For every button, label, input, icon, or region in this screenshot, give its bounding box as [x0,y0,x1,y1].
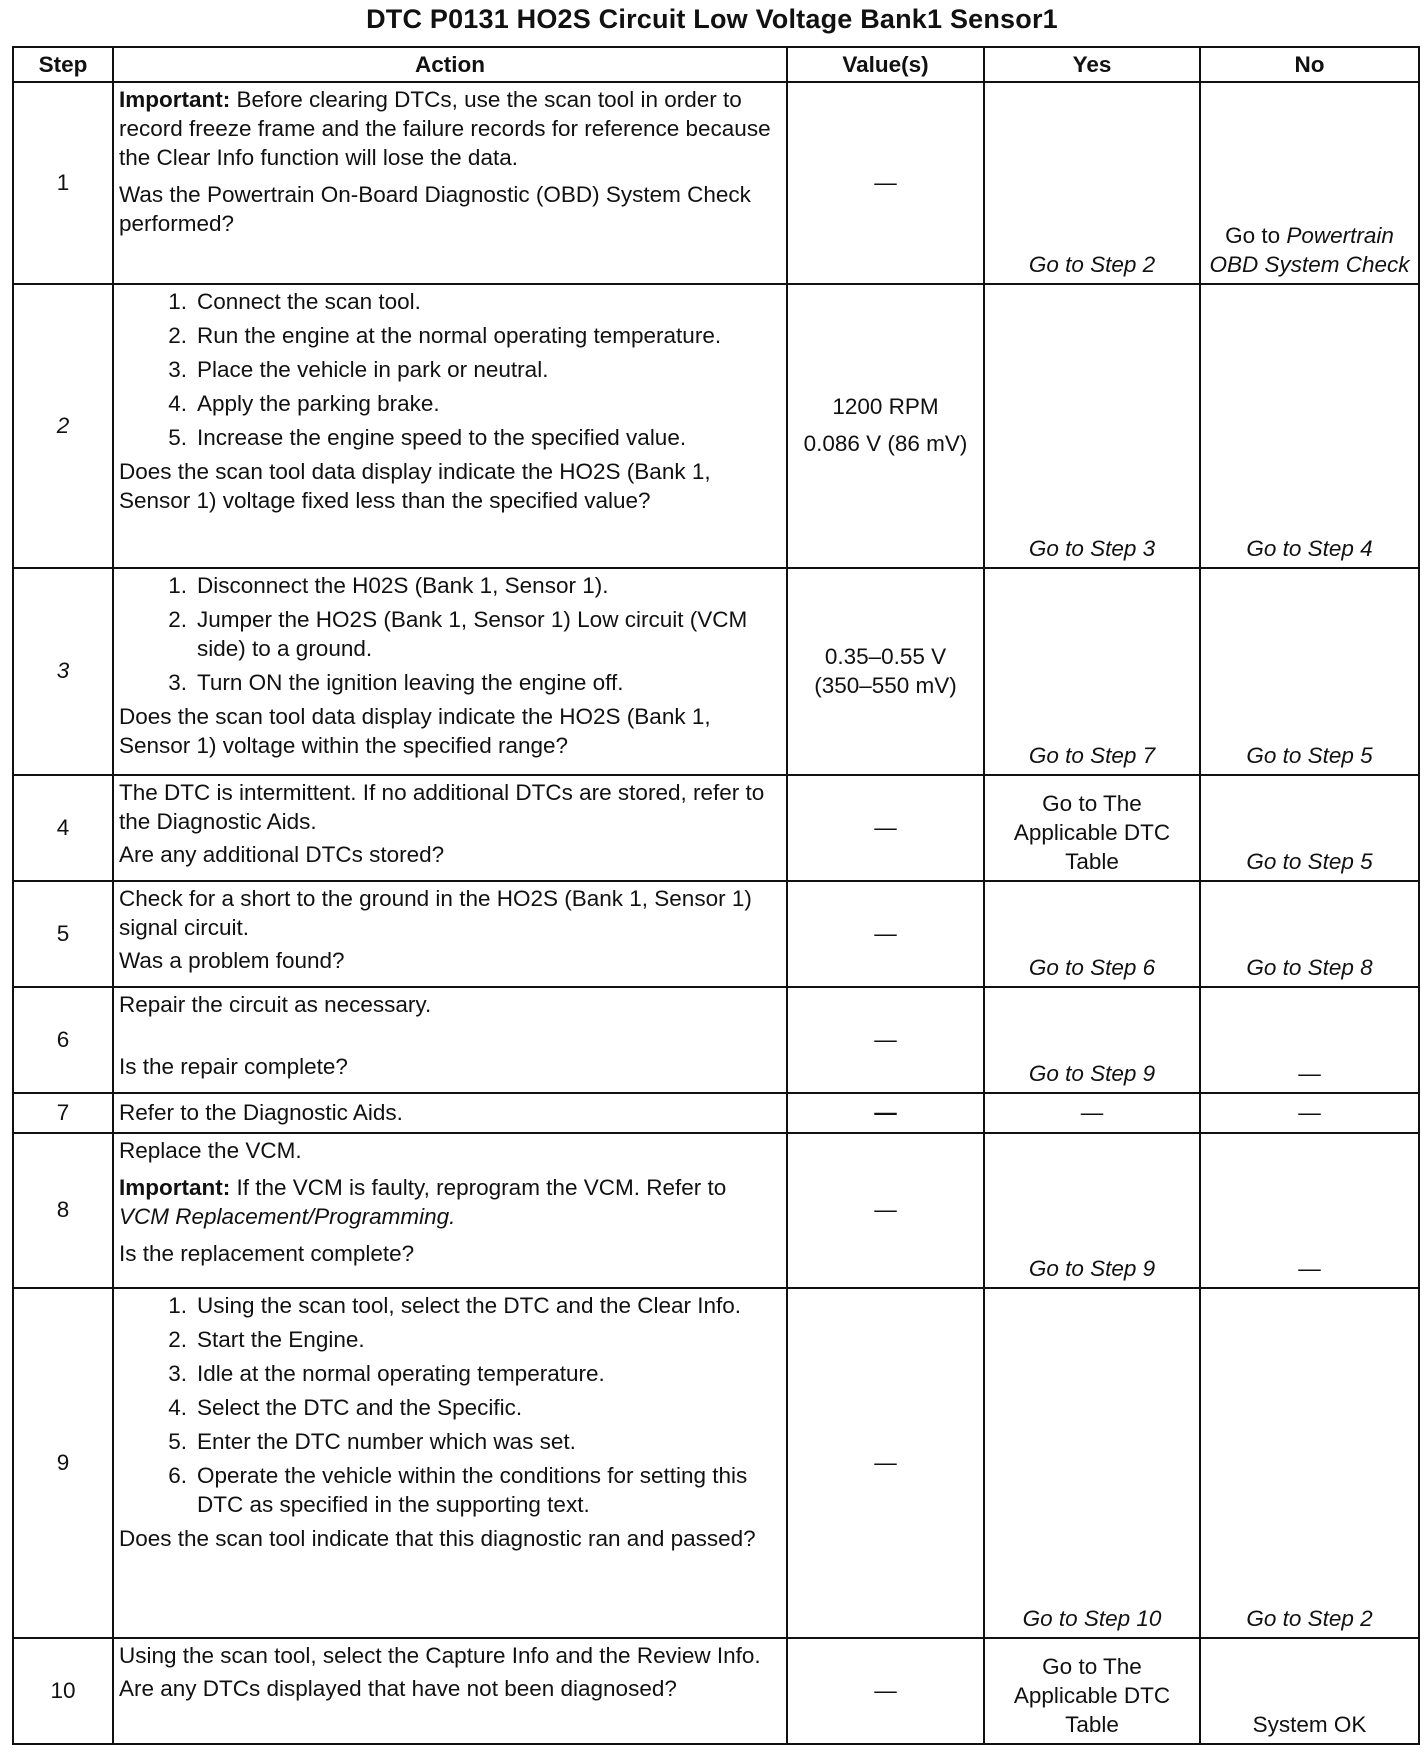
important-label: Important: [119,1175,231,1200]
important-text: Before clearing DTCs, use the scan tool in order to record freeze frame and the failure records for reference because the Clear Info function will lose the data. [119,87,771,170]
yes-cell: Go to The Applicable DTC Table [984,1638,1200,1744]
value-cell: — [787,775,984,881]
no-cell: Go to Step 5 [1200,775,1419,881]
procedure-list [119,287,781,452]
table-row [13,82,1419,284]
action-text: Check for a short to the ground in the HO2S (Bank 1, Sensor 1) signal circuit. [119,886,752,940]
header-row [13,47,1419,82]
action-cell [113,1133,787,1288]
no-cell: Go to Step 4 [1200,284,1419,568]
step-number: 1 [13,82,113,284]
header-values: Value(s) [787,47,984,82]
list-item: 3. Turn ON the ignition leaving the engine off. [168,670,624,695]
value-cell: — [787,1638,984,1744]
action-cell [113,775,787,881]
action-cell [113,284,787,568]
yes-cell: — [984,1093,1200,1133]
yes-cell: Go to Step 2 [984,82,1200,284]
list-item: 1. Using the scan tool, select the DTC and the Clear Info. [168,1293,742,1318]
question: Are any additional DTCs stored? [119,842,445,867]
table-row [13,284,1419,568]
yes-cell: Go to Step 7 [984,568,1200,775]
no-cell: — [1200,987,1419,1093]
question: Was a problem found? [119,948,345,973]
question: Are any DTCs displayed that have not been diagnosed? [119,1676,677,1701]
action-text: Repair the circuit as necessary. [119,992,432,1017]
page-title: DTC P0131 HO2S Circuit Low Voltage Bank1 Sensor1 [366,4,1058,34]
value-cell: — [787,1093,984,1133]
table-row [13,1133,1419,1288]
no-cell: Go to Step 8 [1200,881,1419,987]
value-line: 0.086 V (86 mV) [803,431,968,456]
list-item: 5. Enter the DTC number which was set. [168,1429,576,1454]
action-cell [113,881,787,987]
action-text: The DTC is intermittent. If no additional DTCs are stored, refer to the Diagnostic Aids. [119,780,765,834]
header-yes: Yes [984,47,1200,82]
question: Is the replacement complete? [119,1241,415,1266]
value-cell [787,568,984,775]
procedure-list [119,1291,781,1519]
yes-cell: Go to Step 9 [984,987,1200,1093]
step-number: 9 [13,1288,113,1638]
yes-cell: Go to The Applicable DTC Table [984,775,1200,881]
list-item: 3. Place the vehicle in park or neutral. [168,357,549,382]
action-cell [113,568,787,775]
list-item: 2. Jumper the HO2S (Bank 1, Sensor 1) Low circuit (VCM side) to a ground. [168,607,748,661]
question: Was the Powertrain On-Board Diagnostic (OBD) System Check performed? [119,182,751,236]
question: Does the scan tool indicate that this diagnostic ran and passed? [119,1526,756,1551]
action-cell [113,82,787,284]
list-item: 5. Increase the engine speed to the specified value. [168,425,687,450]
value-cell [787,284,984,568]
procedure-list [119,571,781,697]
step-number: 3 [13,568,113,775]
action-text: Using the scan tool, select the Capture Info and the Review Info. [119,1643,761,1668]
no-prefix: Go to [1225,223,1287,248]
yes-cell: Go to Step 10 [984,1288,1200,1638]
action-cell [113,1638,787,1744]
action-text: Refer to the Diagnostic Aids. [119,1099,403,1125]
action-text: Replace the VCM. [119,1138,302,1163]
table-row [13,775,1419,881]
value-cell: — [787,1288,984,1638]
important-text: If the VCM is faulty, reprogram the VCM. Refer to [230,1175,727,1200]
yes-cell: Go to Step 9 [984,1133,1200,1288]
diagnostic-table [12,46,1420,1745]
list-item: 1. Disconnect the H02S (Bank 1, Sensor 1). [168,573,609,598]
step-number: 2 [13,284,113,568]
important-note [119,1173,781,1231]
value-cell: — [787,987,984,1093]
list-item: 4. Apply the parking brake. [168,391,440,416]
no-cell: System OK [1200,1638,1419,1744]
list-item: 3. Idle at the normal operating temperature. [168,1361,605,1386]
no-cell: — [1200,1093,1419,1133]
list-item: 6. Operate the vehicle within the conditions for setting this DTC as specified in the supporting text. [168,1463,748,1517]
action-cell [113,1093,787,1133]
step-number: 5 [13,881,113,987]
reference-link-text: VCM Replacement/Programming. [119,1204,456,1229]
question: Does the scan tool data display indicate the HO2S (Bank 1, Sensor 1) voltage fixed less than the specified value? [119,459,711,513]
table-row [13,1093,1419,1133]
no-cell [1200,82,1419,284]
important-note [119,85,781,172]
header-step: Step [13,47,113,82]
value-cell: — [787,1133,984,1288]
no-em-text: Powertrain OBD System Check [1209,223,1410,277]
yes-cell: Go to Step 6 [984,881,1200,987]
list-item: 4. Select the DTC and the Specific. [168,1395,523,1420]
list-item: 1. Connect the scan tool. [168,289,421,314]
table-row [13,987,1419,1093]
step-number: 8 [13,1133,113,1288]
value-line: 0.35–0.55 V [824,643,947,669]
no-cell: Go to Step 2 [1200,1288,1419,1638]
question: Does the scan tool data display indicate the HO2S (Bank 1, Sensor 1) voltage within the specified range? [119,704,711,758]
list-item: 2. Run the engine at the normal operating temperature. [168,323,722,348]
action-cell [113,987,787,1093]
list-item: 2. Start the Engine. [168,1327,365,1352]
yes-cell: Go to Step 3 [984,284,1200,568]
value-line: (350–550 mV) [814,672,957,698]
table-row [13,1638,1419,1744]
header-action: Action [113,47,787,82]
value-cell: — [787,881,984,987]
step-number: 6 [13,987,113,1093]
table-row [13,568,1419,775]
table-row [13,1288,1419,1638]
step-number: 7 [13,1093,113,1133]
value-line: 1200 RPM [832,394,939,419]
table-row [13,881,1419,987]
no-cell: Go to Step 5 [1200,568,1419,775]
value-cell: — [787,82,984,284]
no-cell: — [1200,1133,1419,1288]
important-label: Important: [119,87,231,112]
header-no: No [1200,47,1419,82]
action-cell [113,1288,787,1638]
step-number: 4 [13,775,113,881]
step-number: 10 [13,1638,113,1744]
question: Is the repair complete? [119,1054,348,1079]
